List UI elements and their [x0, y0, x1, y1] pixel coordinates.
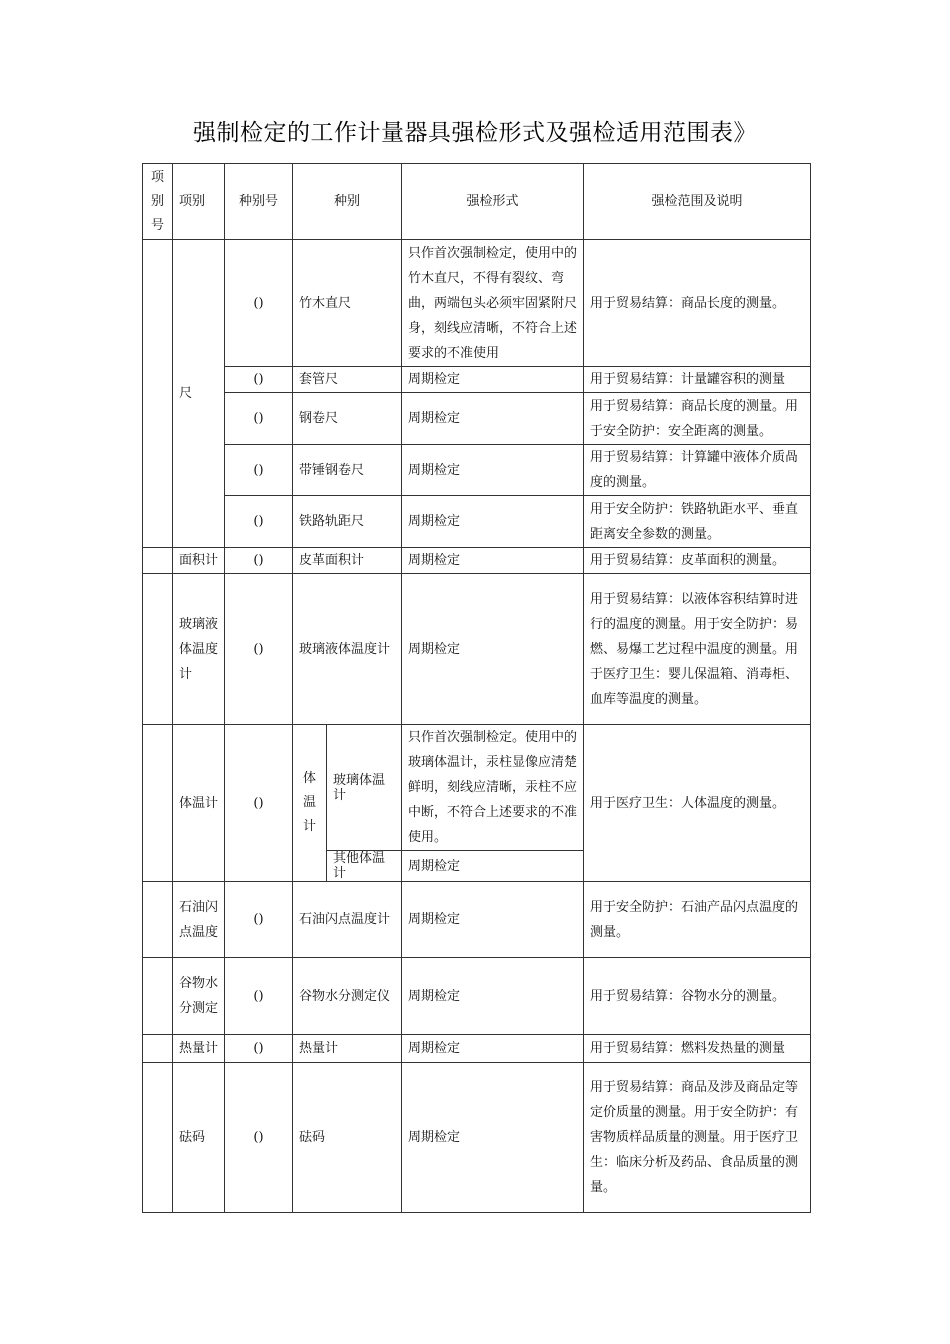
form-cell: 周期检定	[402, 574, 584, 725]
kind-cell: 其他体温计	[327, 851, 402, 882]
page-title: 强制检定的工作计量器具强检形式及强检适用范围表》	[193, 120, 757, 146]
form-cell: 只作首次强制检定。使用中的玻璃体温计，汞柱显像应清楚鲜明，刻线应清晰，汞柱不应中断，不符合上述要求的不准使用。	[402, 725, 584, 851]
kind-no-cell: ()	[225, 574, 293, 725]
table-row	[143, 1063, 811, 1213]
table-row	[143, 1035, 811, 1063]
header-item-no: 项别号	[143, 164, 173, 240]
table-row	[143, 496, 811, 548]
table-row	[143, 240, 811, 367]
kind-cell: 砝码	[293, 1063, 402, 1213]
table-row	[143, 725, 811, 851]
scope-cell: 用于贸易结算：计算罐中液体介质咼度的测量。	[584, 445, 811, 496]
scope-cell: 用于安全防护：石油产品闪点温度的测量。	[584, 882, 811, 958]
scope-cell: 用于贸易结算：皮革面积的测量。	[584, 548, 811, 574]
scope-cell: 用于贸易结算：商品长度的测量。	[584, 240, 811, 367]
kind-no-cell: ()	[225, 367, 293, 393]
scope-cell: 用于贸易结算：商品及涉及商品定等定价质量的测量。用于安全防护：有害物质样品质量的测量。用于医疗卫生：临床分析及药品、食品质量的测量。	[584, 1063, 811, 1213]
kind-cell: 带锤钢卷尺	[293, 445, 402, 496]
table-row	[143, 393, 811, 445]
form-cell: 周期检定	[402, 851, 584, 882]
item-no-cell	[143, 240, 173, 548]
scope-cell: 用于贸易结算：以液体容积结算时进行的温度的测量。用于安全防护：易燃、易爆工艺过程中温度的测量。用于医疗卫生：婴儿保温箱、消毒柜、血库等温度的测量。	[584, 574, 811, 725]
form-cell: 周期检定	[402, 1063, 584, 1213]
table-row	[143, 882, 811, 958]
form-cell: 周期检定	[402, 882, 584, 958]
item-cell: 石油闪点温度	[173, 882, 225, 958]
kind-no-cell: ()	[225, 958, 293, 1035]
header-form: 强检形式	[402, 164, 584, 240]
table-row	[143, 958, 811, 1035]
scope-cell: 用于贸易结算：计量罐容积的测量	[584, 367, 811, 393]
item-cell: 玻璃液体温度计	[173, 574, 225, 725]
form-cell: 周期检定	[402, 445, 584, 496]
table-row	[143, 574, 811, 725]
form-cell: 周期检定	[402, 548, 584, 574]
header-kind-no: 种别号	[225, 164, 293, 240]
header-item: 项别	[173, 164, 225, 240]
kind-cell: 皮革面积计	[293, 548, 402, 574]
scope-cell: 用于医疗卫生：人体温度的测量。	[584, 725, 811, 882]
form-cell: 只作首次强制检定，使用中的竹木直尺，不得有裂纹、弯曲，两端包头必须牢固紧附尺身，刻线应清晰，不符合上述要求的不准使用	[402, 240, 584, 367]
kind-no-cell: ()	[225, 496, 293, 548]
scope-cell: 用于安全防护：铁路轨距水平、垂直距离安全参数的测量。	[584, 496, 811, 548]
kind-no-cell: ()	[225, 725, 293, 882]
form-cell: 周期检定	[402, 958, 584, 1035]
table-header-row	[143, 164, 811, 240]
table-row	[143, 367, 811, 393]
kind-no-cell: ()	[225, 445, 293, 496]
item-no-cell	[143, 1063, 173, 1213]
header-kind: 种别	[293, 164, 402, 240]
item-no-cell	[143, 882, 173, 958]
item-cell: 谷物水分测定	[173, 958, 225, 1035]
item-cell: 热量计	[173, 1035, 225, 1063]
table-row	[143, 445, 811, 496]
form-cell: 周期检定	[402, 1035, 584, 1063]
form-cell: 周期检定	[402, 367, 584, 393]
kind-cell: 玻璃液体温度计	[293, 574, 402, 725]
kind-cell: 钢卷尺	[293, 393, 402, 445]
kind-no-cell: ()	[225, 240, 293, 367]
kind-no-cell: ()	[225, 393, 293, 445]
kind-cell: 竹木直尺	[293, 240, 402, 367]
kind-no-cell: ()	[225, 548, 293, 574]
kind-cell: 玻璃体温计	[327, 725, 402, 851]
item-no-cell	[143, 1035, 173, 1063]
item-cell: 体温计	[173, 725, 225, 882]
kind-cell: 铁路轨距尺	[293, 496, 402, 548]
kind-cell: 谷物水分测定仪	[293, 958, 402, 1035]
kind-cell: 热量计	[293, 1035, 402, 1063]
item-cell: 砝码	[173, 1063, 225, 1213]
kind-no-cell: ()	[225, 1035, 293, 1063]
scope-cell: 用于贸易结算：谷物水分的测量。	[584, 958, 811, 1035]
kind-cell: 石油闪点温度计	[293, 882, 402, 958]
header-scope: 强检范围及说明	[584, 164, 811, 240]
scope-cell: 用于贸易结算：商品长度的测量。用于安全防护：安全距离的测量。	[584, 393, 811, 445]
item-no-cell	[143, 958, 173, 1035]
kind-cell: 套管尺	[293, 367, 402, 393]
scope-cell: 用于贸易结算：燃料发热量的测量	[584, 1035, 811, 1063]
form-cell: 周期检定	[402, 496, 584, 548]
item-no-cell	[143, 548, 173, 574]
inspection-table	[142, 163, 811, 1213]
item-cell: 面积计	[173, 548, 225, 574]
item-cell: 尺	[173, 240, 225, 548]
kind-group-cell: 体温计	[293, 725, 327, 882]
item-no-cell	[143, 725, 173, 882]
kind-no-cell: ()	[225, 1063, 293, 1213]
form-cell: 周期检定	[402, 393, 584, 445]
table-row	[143, 548, 811, 574]
kind-no-cell: ()	[225, 882, 293, 958]
item-no-cell	[143, 574, 173, 725]
